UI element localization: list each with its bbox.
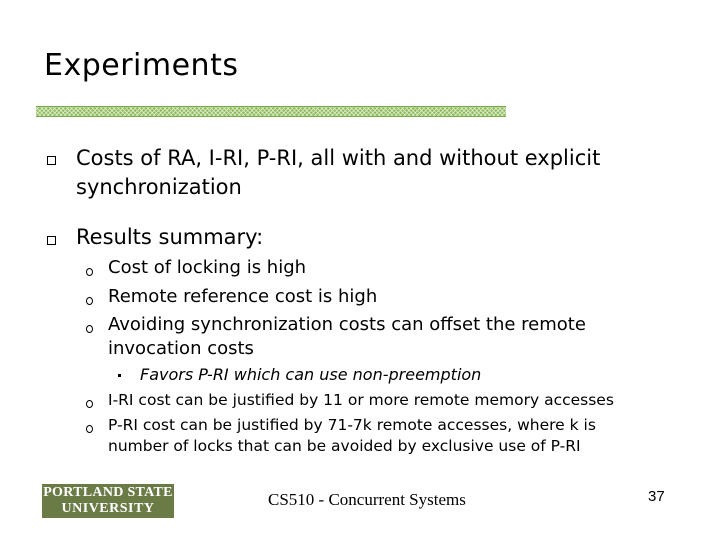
title-divider xyxy=(36,106,506,117)
square-bullet-icon xyxy=(47,156,56,165)
sub-bullet-pri-cost-line1: P-RI cost can be justified by 71-7k remote accesses, where k is xyxy=(108,416,596,434)
circle-bullet-icon xyxy=(86,425,93,433)
sub-bullet-avoiding-sync-line1: Avoiding synchronization costs can offset the remote xyxy=(108,314,586,335)
dot-bullet-icon xyxy=(118,374,121,377)
page-number: 37 xyxy=(648,488,665,505)
slide-title: Experiments xyxy=(44,48,239,83)
bullet-costs-line2: synchronization xyxy=(76,175,242,199)
sub-bullet-iri-cost: I-RI cost can be justified by 11 or more remote memory accesses xyxy=(108,391,614,409)
university-logo xyxy=(42,484,174,518)
square-bullet-icon xyxy=(47,236,56,245)
footer-course-title: CS510 - Concurrent Systems xyxy=(268,490,466,509)
logo-line2: UNIVERSITY xyxy=(61,501,155,516)
circle-bullet-icon xyxy=(86,297,93,305)
sub-bullet-locking: Cost of locking is high xyxy=(108,257,307,278)
circle-bullet-icon xyxy=(86,325,93,333)
sub-bullet-avoiding-sync-line2: invocation costs xyxy=(108,338,254,359)
bullet-results-summary: Results summary: xyxy=(76,225,264,249)
sub-sub-bullet-favors-pri: Favors P-RI which can use non-preemption xyxy=(140,365,482,384)
sub-bullet-remote-reference: Remote reference cost is high xyxy=(108,286,378,307)
circle-bullet-icon xyxy=(86,268,93,276)
sub-bullet-pri-cost-line2: number of locks that can be avoided by exclusive use of P-RI xyxy=(108,437,581,455)
logo-line1: PORTLAND STATE xyxy=(43,485,173,500)
circle-bullet-icon xyxy=(86,400,93,408)
bullet-costs-line1: Costs of RA, I-RI, P-RI, all with and without explicit xyxy=(76,146,601,170)
